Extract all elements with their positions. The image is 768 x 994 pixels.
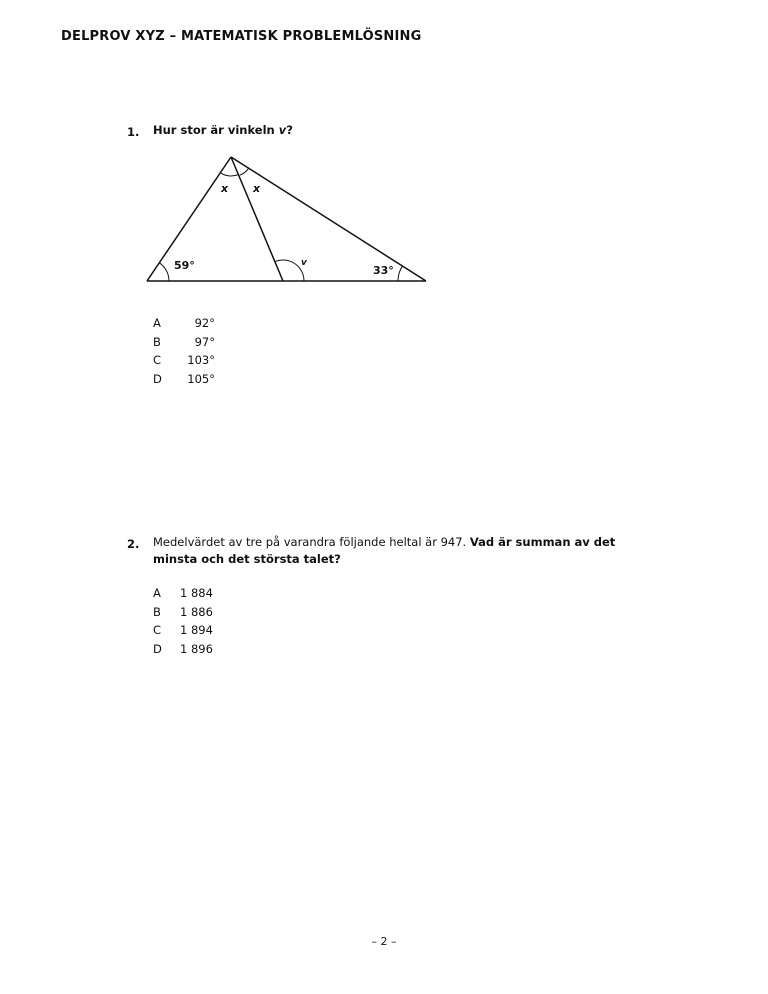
option-value: 1 884 — [180, 586, 213, 600]
option-d — [153, 642, 273, 661]
option-c — [153, 623, 273, 642]
question-2-options — [153, 586, 273, 660]
question-2-number: 2. — [127, 537, 140, 551]
option-letter: C — [153, 623, 162, 637]
option-letter: D — [153, 371, 162, 386]
option-value: 1 896 — [180, 641, 213, 656]
angle-59-arc — [159, 263, 169, 281]
option-letter: A — [153, 586, 161, 600]
question-1-number: 1. — [127, 125, 140, 139]
option-c — [153, 353, 273, 372]
question-1-options — [153, 316, 273, 390]
option-b — [153, 605, 273, 624]
option-letter: C — [153, 353, 162, 367]
label-x-left: x — [221, 182, 229, 195]
option-value: 103° — [187, 353, 215, 367]
question-1-text-suffix: ? — [286, 123, 293, 137]
option-value: 1 886 — [180, 604, 213, 619]
label-59-degrees: 59° — [174, 259, 195, 272]
triangle-svg — [140, 150, 440, 290]
question-1-text — [153, 122, 293, 139]
question-2-text-bold-2: minsta och det största talet? — [153, 552, 341, 566]
label-x-right: x — [253, 182, 261, 195]
angle-x-left-arc — [220, 173, 238, 176]
option-value: 105° — [187, 371, 215, 386]
option-letter: B — [153, 604, 161, 619]
option-b — [153, 335, 273, 354]
question-2-text-normal: Medelvärdet av tre på varandra följande heltal är 947. — [153, 535, 470, 549]
question-2-text — [153, 534, 623, 568]
label-v: v — [301, 258, 307, 268]
question-1-text-prefix: Hur stor är vinkeln — [153, 123, 279, 137]
angle-x-right-arc — [240, 168, 249, 175]
triangle-figure — [140, 150, 440, 294]
option-d — [153, 372, 273, 391]
option-value: 97° — [194, 334, 215, 349]
option-letter: D — [153, 641, 162, 656]
triangle-right-side — [231, 157, 426, 281]
angle-bisector — [231, 157, 283, 281]
option-a — [153, 316, 273, 335]
page-number: – 2 – — [371, 935, 397, 948]
question-1-variable: v — [278, 123, 287, 137]
option-letter: B — [153, 334, 161, 349]
option-value: 92° — [194, 316, 215, 330]
label-33-degrees: 33° — [373, 264, 394, 277]
option-a — [153, 586, 273, 605]
angle-33-arc — [398, 266, 402, 281]
option-value: 1 894 — [180, 623, 213, 637]
option-letter: A — [153, 316, 161, 330]
page-header: DELPROV XYZ – MATEMATISK PROBLEMLÖSNING — [61, 29, 422, 44]
question-2-text-bold-1: Vad är summan av det — [469, 535, 616, 549]
